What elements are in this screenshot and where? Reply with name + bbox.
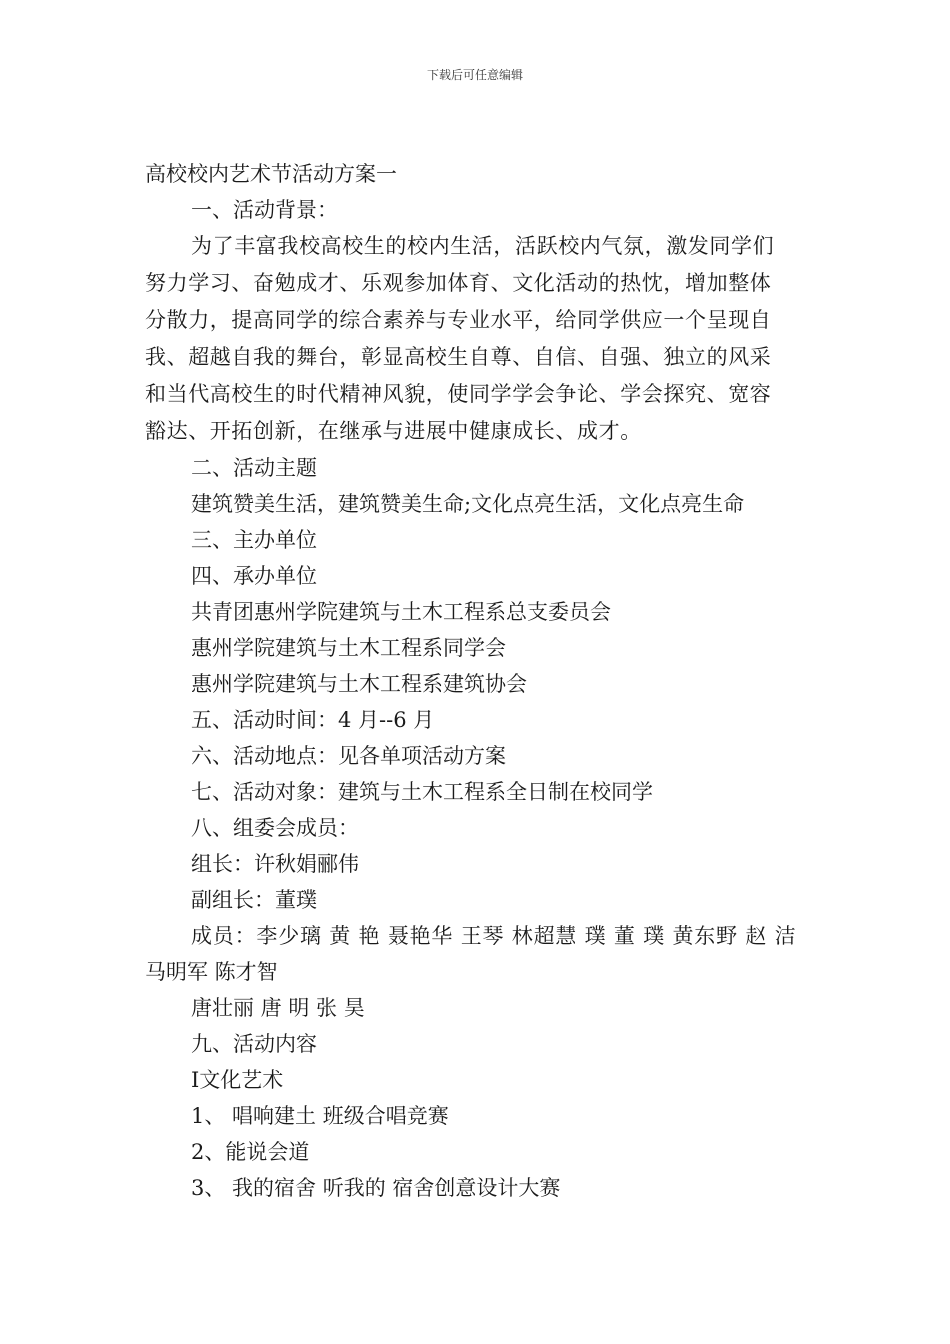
paragraph-line: 分散力，提高同学的综合素养与专业水平，给同学供应一个呈现自 bbox=[145, 308, 772, 332]
section-9-heading: 九、活动内容 bbox=[191, 1032, 317, 1056]
section-3-heading: 三、主办单位 bbox=[191, 528, 317, 552]
section-9-subheading: Ⅰ文化艺术 bbox=[191, 1068, 284, 1092]
activity-item: 3、 我的宿舍 听我的 宿舍创意设计大赛 bbox=[191, 1176, 561, 1200]
section-2-heading: 二、活动主题 bbox=[191, 456, 317, 480]
document-title: 高校校内艺术节活动方案一 bbox=[145, 162, 397, 186]
committee-members bbox=[145, 918, 810, 990]
paragraph-line: 豁达、开拓创新，在继承与进展中健康成长、成才。 bbox=[145, 419, 642, 443]
section-1-paragraph bbox=[145, 228, 810, 450]
committee-vice-leader: 副组长：董璞 bbox=[191, 888, 317, 912]
paragraph-line: 为了丰富我校高校生的校内生活，活跃校内气氛，激发同学们 bbox=[191, 234, 775, 258]
section-8-heading: 八、组委会成员： bbox=[191, 816, 359, 840]
section-2-body: 建筑赞美生活，建筑赞美生命;文化点亮生活，文化点亮生命 bbox=[191, 492, 745, 516]
section-6-location: 六、活动地点：见各单项活动方案 bbox=[191, 744, 506, 768]
section-4-heading: 四、承办单位 bbox=[191, 564, 317, 588]
document-body bbox=[145, 156, 810, 1206]
members-line: 成员：李少璃 黄 艳 聂艳华 王琴 林超慧 璞 董 璞 黄东野 赵 洁 bbox=[191, 924, 797, 948]
section-5-time: 五、活动时间：4 月--6 月 bbox=[191, 708, 435, 732]
committee-leader: 组长：许秋娟郦伟 bbox=[191, 852, 359, 876]
organizer-item: 共青团惠州学院建筑与土木工程系总支委员会 bbox=[191, 600, 611, 624]
activity-item: 2、能说会道 bbox=[191, 1140, 310, 1164]
activity-item: 1、 唱响建土 班级合唱竞赛 bbox=[191, 1104, 449, 1128]
organizer-item: 惠州学院建筑与土木工程系同学会 bbox=[191, 636, 506, 660]
section-1-heading: 一、活动背景： bbox=[191, 198, 338, 222]
paragraph-line: 和当代高校生的时代精神风貌，使同学学会争论、学会探究、宽容 bbox=[145, 382, 772, 406]
members-line: 马明军 陈才智 bbox=[145, 960, 278, 984]
organizer-item: 惠州学院建筑与土木工程系建筑协会 bbox=[191, 672, 527, 696]
page-header: 下载后可任意编辑 bbox=[426, 68, 523, 82]
paragraph-line: 我、超越自我的舞台，彰显高校生自尊、自信、自强、独立的风采 bbox=[145, 345, 772, 369]
section-7-audience: 七、活动对象：建筑与土木工程系全日制在校同学 bbox=[191, 780, 653, 804]
paragraph-line: 努力学习、奋勉成才、乐观参加体育、文化活动的热忱，增加整体 bbox=[145, 271, 772, 295]
members-line: 唐壮丽 唐 明 张 昊 bbox=[191, 996, 365, 1020]
